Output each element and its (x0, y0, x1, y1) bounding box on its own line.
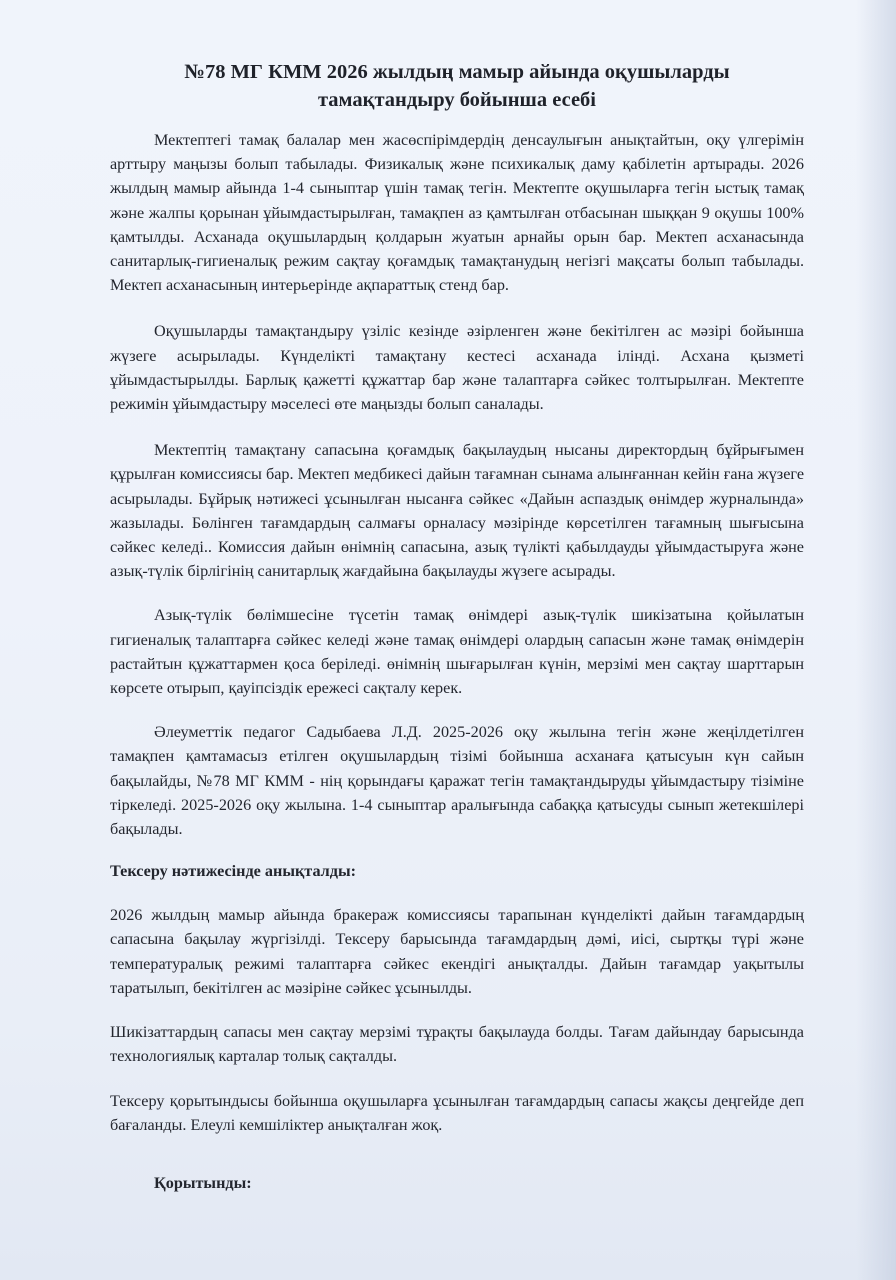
inspection-paragraph-2: Шикізаттардың сапасы мен сақтау мерзімі тұрақты бақылауда болды. Тағам дайындау барысында технологиялық карталар толық сақталды. (110, 1023, 804, 1066)
paragraph-2: Оқушыларды тамақтандыру үзіліс кезінде әзірленген және бекітілген ас мәзірі бойынша жүзеге асырылады. Күнделікті тамақтану кестесі асханада ілінді. Асхана қызметі ұйымдастырылды. Барлық қажетті құжаттар бар және талаптарға сәйкес толтырылған. Мектепте режимін ұйымдастыру мәселесі өте маңызды болып саналады. (110, 322, 804, 414)
document-title (110, 58, 804, 114)
title-line-2: тамақтандыру бойынша есебі (317, 89, 596, 111)
title-line-1: №78 МГ КММ 2026 жылдың мамыр айында оқушыларды (184, 61, 730, 83)
inspection-paragraph-1: 2026 жылдың мамыр айында бракераж комиссиясы тарапынан күнделікті дайын тағамдардың сапасына бақылау жүргізілді. Тексеру барысында тағамдардың дәмі, иісі, сыртқы түрі және температуралық режимі талаптарға сәйкес екендігі анықталды. Дайын тағамдар уақытылы таратылып, бекітілген ас мәзіріне сәйкес ұсынылды. (110, 906, 804, 997)
paragraph-4: Азық-түлік бөлімшесіне түсетін тамақ өнімдері азық-түлік шикізатына қойылатын гигиеналық талаптарға сәйкес келеді және тамақ өнімдері олардың сапасын және тамақ өнімдерін растайтын құжаттармен қоса беріледі. өнімнің шығарылған күнін, мерзімі мен сақтау шарттарын көрсете отырып, қауіпсіздік ережесі сақталу керек. (110, 606, 804, 698)
page-shadow (856, 0, 896, 1280)
paragraph-5: Әлеуметтік педагог Садыбаева Л.Д. 2025-2026 оқу жылына тегін және жеңілдетілген тамақпен қамтамасыз етілген оқушылардың тізімі бойынша асханаға қатысуын күн сайын бақылайды, №78 МГ КММ - нің қорындағы қаражат тегін тамақтандыруды ұйымдастыру тізіміне тіркеледі. 2025-2026 оқу жылына. 1-4 сыныптар аралығында сабаққа қатысуды сынып жетекшілері бақылады. (110, 723, 804, 839)
paragraph-1: Мектептегі тамақ балалар мен жасөспірімдердің денсаулығын анықтайтын, оқу үлгерімін арттыру маңызы болып табылады. Физикалық және психикалық даму қабілетін артырады. 2026 жылдың мамыр айында 1-4 сыныптар үшін тамақ тегін. Мектепте оқушыларға тегін ыстық тамақ және жалпы қорынан ұйымдастырылған, тамақпен аз қамтылған отбасынан шыққан 9 оқушы 100% қамтылды. Асханада оқушылардың қолдарын жуатын арнайы орын бар. Мектеп асханасында санитарлық-гигиеналық режим сақтау қоғамдық тамақтанудың негізгі мақсаты болып табылады. Мектеп асханасының интерьерінде ақпараттық стенд бар. (110, 131, 804, 295)
conclusion-heading: Қорытынды: (154, 1173, 252, 1192)
inspection-paragraph-3: Тексеру қорытындысы бойынша оқушыларға ұсынылған тағамдардың сапасы жақсы деңгейде деп бағаланды. Елеулі кемшіліктер анықталған жоқ. (110, 1091, 804, 1134)
paragraph-3: Мектептің тамақтану сапасына қоғамдық бақылаудың нысаны директордың бұйрығымен құрылған комиссиясы бар. Мектеп медбикесі дайын тағамнан сынама алынғаннан кейін ғана жүзеге асырылады. Бұйрық нәтижесі ұсынылған нысанға сәйкес «Дайын аспаздық өнімдер журналында» жазылады. Бөлінген тағамдардың салмағы орналасу мәзірінде көрсетілген тағамның шығысына сәйкес келеді.. Комиссия дайын өнімнің сапасына, азық түлікті қабылдауды ұйымдастыруға және азық-түлік бірлігінің санитарлық жағдайына бақылауды жүзеге асырады. (110, 441, 804, 581)
inspection-heading: Тексеру нәтижесінде анықталды: (110, 862, 356, 881)
